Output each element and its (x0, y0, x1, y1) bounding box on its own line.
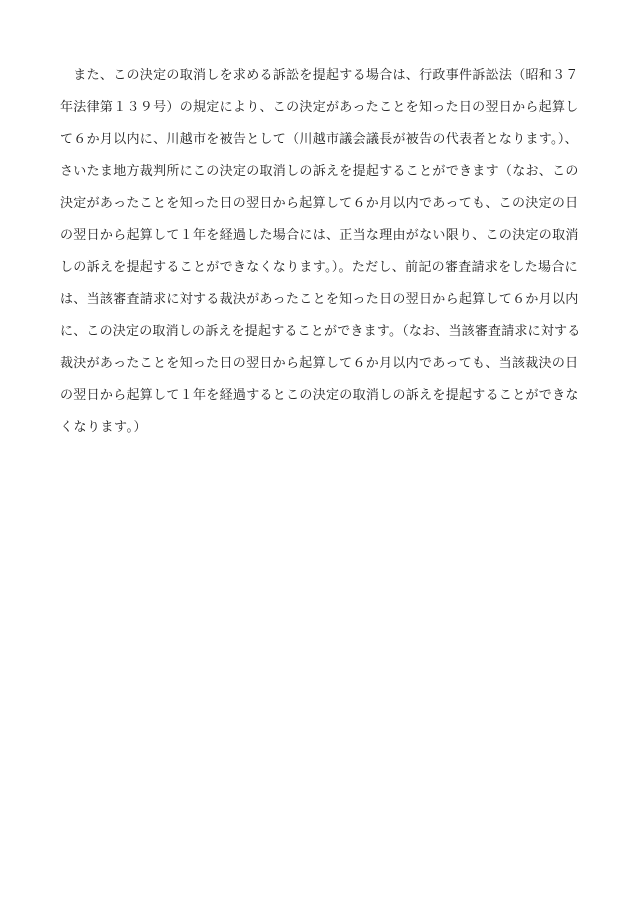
paragraph-line: て６か月以内に、川越市を被告として（川越市議会議長が被告の代表者となります。）、 (60, 132, 578, 147)
paragraph-line: しの訴えを提起することができなくなります。）。ただし、前記の審査請求をした場合に (60, 260, 578, 275)
paragraph-line: さいたま地方裁判所にこの決定の取消しの訴えを提起することができます（なお、この (60, 164, 579, 179)
paragraph-line: は、当該審査請求に対する裁決があったことを知った日の翌日から起算して６か月以内 (60, 292, 579, 307)
body-paragraph (60, 66, 580, 450)
paragraph-line: 裁決があったことを知った日の翌日から起算して６か月以内であっても、当該裁決の日 (60, 356, 579, 371)
paragraph-line: また、この決定の取消しを求める訴訟を提起する場合は、行政事件訴訟法（昭和３７ (60, 68, 579, 83)
paragraph-line: 決定があったことを知った日の翌日から起算して６か月以内であっても、この決定の日 (60, 196, 579, 211)
paragraph-line: の翌日から起算して１年を経過した場合には、正当な理由がない限り、この決定の取消 (60, 228, 579, 243)
paragraph-line: に、この決定の取消しの訴えを提起することができます。（なお、当該審査請求に対する (60, 324, 581, 339)
paragraph-line: の翌日から起算して１年を経過するとこの決定の取消しの訴えを提起することができな (60, 388, 579, 403)
paragraph-line: 年法律第１３９号）の規定により、この決定があったことを知った日の翌日から起算し (60, 100, 579, 115)
paragraph-line: くなります。） (60, 420, 147, 435)
